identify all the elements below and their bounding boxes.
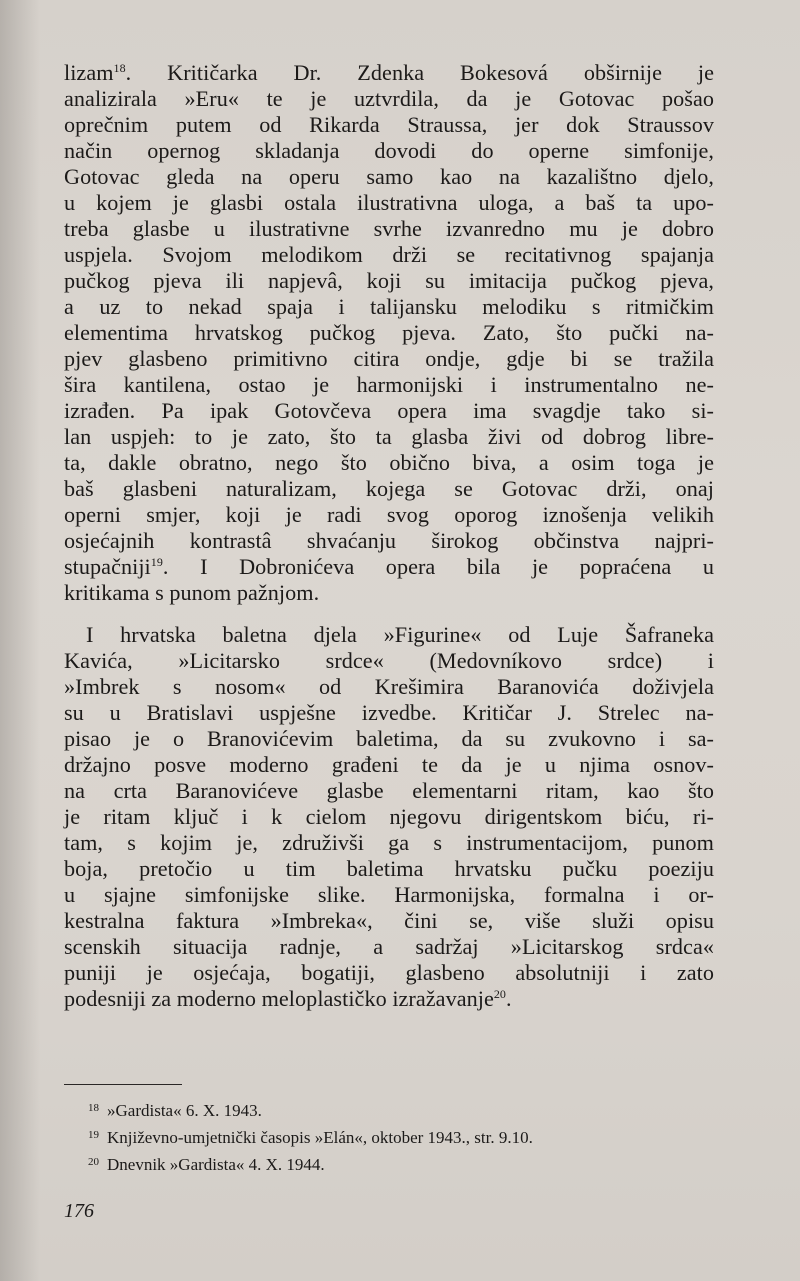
line-text-continued: .	[505, 986, 512, 1011]
line-text: stupačniji	[64, 554, 151, 579]
line-text: lan uspjeh: to je zato, što ta glasba živi od dobrog libre-	[64, 424, 714, 449]
text-line	[64, 294, 714, 320]
line-text: scenskih situacija radnje, a sadržaj »Licitarskog srdca«	[64, 934, 714, 959]
footnote-text: Književno-umjetnički časopis »Elán«, oktober 1943., str. 9.10.	[107, 1128, 533, 1147]
line-text: treba glasbe u ilustrativne svrhe izvanredno mu je dobro	[64, 216, 714, 241]
footnote-text: »Gardista« 6. X. 1943.	[107, 1101, 262, 1120]
text-line	[64, 112, 714, 138]
text-line	[64, 450, 714, 476]
line-text-continued: . Kritičarka Dr. Zdenka Bokesová obširnije je	[125, 60, 714, 85]
text-line	[64, 622, 714, 648]
text-line	[64, 216, 714, 242]
line-text: oprečnim putem od Rikarda Straussa, jer dok Straussov	[64, 112, 714, 137]
text-line	[64, 580, 714, 606]
footnote	[88, 1150, 728, 1177]
text-line	[64, 242, 714, 268]
line-text: način opernog skladanja dovodi do operne simfonije,	[64, 138, 714, 163]
paragraph-1	[64, 60, 714, 606]
footnote-reference: 20	[493, 987, 506, 1001]
line-text: na crta Baranovićeve glasbe elementarni ritam, kao što	[64, 778, 714, 803]
text-line	[64, 372, 714, 398]
line-text: podesniji za moderno meloplastičko izražavanje	[64, 986, 494, 1011]
line-text: su u Bratislavi uspješne izvedbe. Kritičar J. Strelec na-	[64, 700, 714, 725]
line-text: uspjela. Svojom melodikom drži se recitativnog spajanja	[64, 242, 714, 267]
line-text: a uz to nekad spaja i talijansku melodiku s ritmičkim	[64, 294, 714, 319]
text-line	[64, 60, 714, 86]
line-text: šira kantilena, ostao je harmonijski i instrumentalno ne-	[64, 372, 714, 397]
text-line	[64, 986, 714, 1012]
line-text: Gotovac gleda na operu samo kao na kazalištno djelo,	[64, 164, 714, 189]
line-text: lizam	[64, 60, 114, 85]
page-number: 176	[64, 1200, 94, 1222]
footnote-separator	[64, 1084, 182, 1085]
text-line	[64, 726, 714, 752]
text-line	[64, 674, 714, 700]
line-text: analizirala »Eru« te je uztvrdila, da je Gotovac pošao	[64, 86, 714, 111]
text-line	[64, 882, 714, 908]
line-text: elementima hrvatskog pučkog pjeva. Zato, što pučki na-	[64, 320, 714, 345]
text-line	[64, 190, 714, 216]
text-line	[64, 934, 714, 960]
footnote	[88, 1123, 728, 1150]
line-text: tam, s kojim je, združivši ga s instrumentacijom, punom	[64, 830, 714, 855]
text-line	[64, 502, 714, 528]
line-text: pjev glasbeno primitivno citira ondje, gdje bi se tražila	[64, 346, 714, 371]
line-text: operni smjer, koji je radi svog oporog iznošenja velikih	[64, 502, 714, 527]
text-line	[64, 268, 714, 294]
line-text: držajno posve moderno građeni te da je u njima osnov-	[64, 752, 714, 777]
line-text: je ritam ključ i k cielom njegovu dirigentskom biću, ri-	[64, 804, 714, 829]
text-line	[64, 752, 714, 778]
footnote-text: Dnevnik »Gardista« 4. X. 1944.	[107, 1155, 325, 1174]
line-text-continued: . I Dobronićeva opera bila je popraćena u	[162, 554, 714, 579]
line-text: kritikama s punom pažnjom.	[64, 580, 320, 605]
text-line	[64, 138, 714, 164]
line-text: ta, dakle obratno, nego što obično biva, a osim toga je	[64, 450, 714, 475]
text-line	[64, 648, 714, 674]
text-line	[64, 86, 714, 112]
line-text: pučkog pjeva ili napjevâ, koji su imitacija pučkog pjeva,	[64, 268, 714, 293]
text-line	[64, 778, 714, 804]
footnote-number: 19	[88, 1129, 99, 1141]
footnote	[88, 1096, 728, 1123]
text-line	[64, 554, 714, 580]
text-line	[64, 700, 714, 726]
footnote-number: 18	[88, 1102, 99, 1114]
line-text: osjećajnih kontrastâ shvaćanju širokog občinstva najpri-	[64, 528, 714, 553]
text-line	[64, 164, 714, 190]
body-text	[64, 60, 714, 1012]
text-line	[64, 528, 714, 554]
line-text: puniji je osjećaja, bogatiji, glasbeno absolutniji i zato	[64, 960, 714, 985]
line-text: izrađen. Pa ipak Gotovčeva opera ima svagdje tako si-	[64, 398, 714, 423]
line-text: boja, pretočio u tim baletima hrvatsku pučku poeziju	[64, 856, 714, 881]
footnote-number: 20	[88, 1156, 99, 1168]
line-text: u sjajne simfonijske slike. Harmonijska, formalna i or-	[64, 882, 714, 907]
text-line	[64, 908, 714, 934]
line-text: kestralna faktura »Imbreka«, čini se, više služi opisu	[64, 908, 714, 933]
footnote-reference: 19	[150, 555, 163, 569]
line-text: »Imbrek s nosom« od Krešimira Baranovića doživjela	[64, 674, 714, 699]
text-line	[64, 856, 714, 882]
footnote-reference: 18	[113, 61, 126, 75]
text-line	[64, 320, 714, 346]
line-text: u kojem je glasbi ostala ilustrativna uloga, a baš ta upo-	[64, 190, 714, 215]
line-text: I hrvatska baletna djela »Figurine« od Luje Šafraneka	[86, 622, 714, 647]
text-line	[64, 830, 714, 856]
text-line	[64, 476, 714, 502]
footnotes	[88, 1096, 728, 1177]
text-line	[64, 424, 714, 450]
line-text: pisao je o Branovićevim baletima, da su zvukovno i sa-	[64, 726, 714, 751]
paragraph-gap	[64, 606, 714, 622]
paragraph-2	[64, 622, 714, 1012]
line-text: Kavića, »Licitarsko srdce« (Medovníkovo srdce) i	[64, 648, 714, 673]
text-line	[64, 804, 714, 830]
line-text: baš glasbeni naturalizam, kojega se Gotovac drži, onaj	[64, 476, 714, 501]
text-line	[64, 398, 714, 424]
text-line	[64, 346, 714, 372]
text-line	[64, 960, 714, 986]
